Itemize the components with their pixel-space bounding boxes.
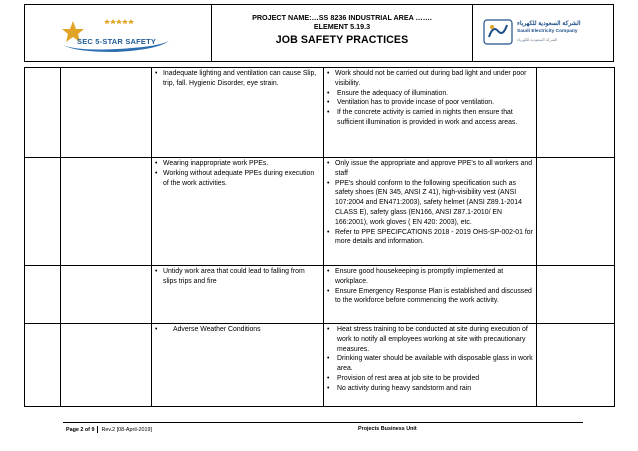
header-logo-cell <box>25 5 212 61</box>
table-cell <box>25 266 61 324</box>
control-item: • If the concrete activity is carried in nights then ensure that sufficient illumination is provided in work and access areas. <box>327 108 533 128</box>
footer-divider <box>63 422 583 423</box>
control-item: • Only issue the appropriate and approve PPE's to all workers and staff <box>327 159 533 179</box>
control-item: • Heat stress training to be conducted at site during execution of work to notify all employees working at site with precautionary measures. <box>327 325 533 354</box>
footer-page-info <box>66 426 152 433</box>
business-unit: Projects Business Unit <box>358 426 417 432</box>
company-name-arabic: الشركة السعودية للكهرباء <box>517 21 581 27</box>
header-company-cell <box>472 5 613 61</box>
control-item: • Provision of rest area at job site to be provided <box>327 374 533 384</box>
logo-text: SEC 5-STAR SAFETY <box>77 37 157 46</box>
hazard-item: • Untidy work area that could lead to falling from slips trips and fire <box>155 267 320 287</box>
table-row <box>25 266 615 324</box>
header-title-cell <box>212 5 472 61</box>
control-item: • Work should not be carried out during bad light and under poor visibility. <box>327 69 533 89</box>
table-cell <box>537 158 615 266</box>
table-cell <box>537 266 615 324</box>
control-item: • Drinking water should be available with disposable glass in work area. <box>327 354 533 374</box>
table-cell <box>25 68 61 158</box>
document-header <box>24 4 614 62</box>
control-item: • Refer to PPE SPECIFCATIONS 2018 - 2019 OHS-SP-002-01 for more details and information. <box>327 228 533 248</box>
company-tagline: الشركة السعودية للكهرباء <box>517 38 558 42</box>
hazard-item: • Working without adequate PPEs during execution of the work activities. <box>155 169 320 189</box>
hazard-item: • Inadequate lighting and ventilation can cause Slip, trip, fall. Hygienic Disorder, eye strain. <box>155 69 320 89</box>
company-name-english: Saudi Electricity Company <box>517 29 578 34</box>
hazard-cell <box>152 158 324 266</box>
table-cell <box>61 68 152 158</box>
control-item: • Ensure Emergency Response Plan is established and discussed to the workforce before commencing the work activity. <box>327 287 533 307</box>
control-cell <box>324 324 537 407</box>
control-cell <box>324 158 537 266</box>
control-item: • Ventilation has to provide incase of poor ventilation. <box>327 98 533 108</box>
table-cell <box>61 158 152 266</box>
saudi-electricity-logo-icon <box>483 19 513 45</box>
control-item: • No activity during heavy sandstorm and rain <box>327 384 533 394</box>
control-item: • Ensure good housekeeping is promptly implemented at workplace. <box>327 267 533 287</box>
sec-5-star-safety-logo <box>57 15 177 53</box>
hazard-cell <box>152 68 324 158</box>
table-row <box>25 324 615 407</box>
element-number: ELEMENT 5.19.3 <box>313 21 371 31</box>
table-cell <box>537 324 615 407</box>
page-number: Page 2 of 9 <box>66 426 95 433</box>
control-item: • Ensure the adequacy of illumination. <box>327 89 533 99</box>
table-cell <box>61 266 152 324</box>
table-cell <box>537 68 615 158</box>
hazard-item: • Adverse Weather Conditions <box>155 325 320 335</box>
page-title: JOB SAFETY PRACTICES <box>275 34 409 46</box>
job-safety-table <box>24 67 615 407</box>
hazard-cell <box>152 266 324 324</box>
control-cell <box>324 68 537 158</box>
revision: Rev.2 [08-April-2019] <box>101 426 153 433</box>
hazard-cell <box>152 324 324 407</box>
project-name: PROJECT NAME:…SS 8236 INDUSTRIAL AREA ……. <box>252 13 432 22</box>
hazard-item: • Wearing inappropriate work PPEs. <box>155 159 320 169</box>
table-cell <box>61 324 152 407</box>
table-row <box>25 68 615 158</box>
table-cell <box>25 158 61 266</box>
table-row <box>25 158 615 266</box>
control-cell <box>324 266 537 324</box>
control-item: • PPE's should conform to the following specification such as safety shoes (EN 345, ANSI Z 41), high-visibility vest (ANSI 107:2004 and EN471:2003), safety helmet (ANSI Z89.1-2014 CLASS E), safety glass (EN166, ANSI Z87.1-2010/ EN 166:2001), work gloves ( EN 420: 2003), etc. <box>327 179 533 228</box>
star-logo-icon <box>57 15 177 53</box>
footer-separator <box>97 426 98 433</box>
table-cell <box>25 324 61 407</box>
